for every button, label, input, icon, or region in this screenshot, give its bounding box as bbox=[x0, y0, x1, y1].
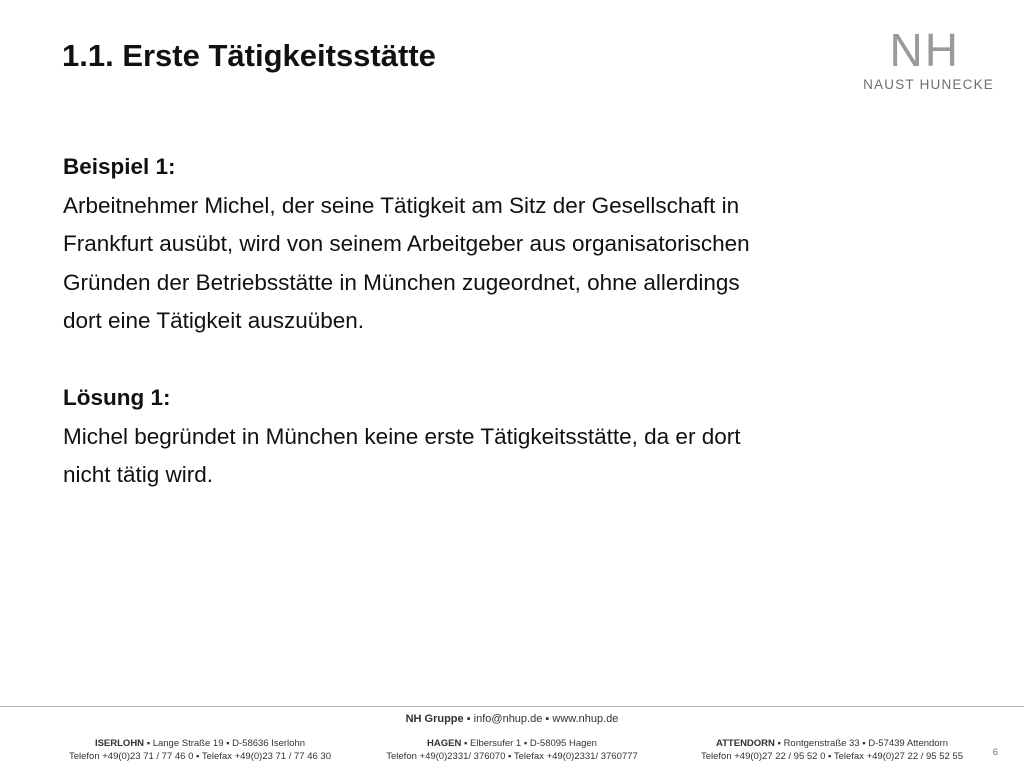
solution-line: nicht tätig wird. bbox=[63, 462, 214, 487]
footer-divider bbox=[0, 706, 1024, 707]
naust-hunecke-logo bbox=[834, 26, 994, 96]
slide-content bbox=[63, 148, 963, 495]
solution-heading: Lösung 1: bbox=[63, 385, 171, 410]
footer-separator: ▪ bbox=[545, 713, 550, 725]
footer-location-hagen bbox=[352, 738, 672, 763]
paragraph-spacer bbox=[63, 341, 963, 380]
location-street: Lange Straße 19 bbox=[152, 738, 224, 749]
page-number: 6 bbox=[992, 747, 998, 758]
logo-mark: NH bbox=[889, 24, 960, 76]
footer-separator: ▪ bbox=[508, 750, 512, 762]
footer-separator: ▪ bbox=[196, 750, 200, 762]
example-line: Frankfurt ausübt, wird von seinem Arbeitgeber aus organisatorischen bbox=[63, 231, 750, 256]
footer-location-iserlohn bbox=[40, 738, 360, 763]
location-fax: Telefax +49(0)27 22 / 95 52 55 bbox=[833, 750, 963, 762]
location-phone: Telefon +49(0)27 22 / 95 52 0 bbox=[700, 750, 826, 762]
solution-line: Michel begründet in München keine erste Tätigkeitsstätte, da er dort bbox=[63, 423, 741, 449]
footer-separator: ▪ bbox=[828, 750, 832, 762]
footer-web-link[interactable]: www.nhup.de bbox=[552, 713, 619, 725]
footer-separator: ▪ bbox=[146, 738, 151, 749]
location-zip-city: D-57439 Attendorn bbox=[868, 738, 949, 749]
footer-separator: ▪ bbox=[466, 713, 471, 725]
location-zip-city: D-58636 Iserlohn bbox=[232, 738, 306, 749]
location-phone: Telefon +49(0)2331/ 376070 bbox=[386, 750, 506, 762]
footer-separator: ▪ bbox=[777, 738, 781, 749]
location-street: Elbersufer 1 bbox=[470, 738, 522, 749]
footer-separator: ▪ bbox=[523, 738, 528, 749]
footer-group-name: NH Gruppe bbox=[405, 713, 464, 725]
example-heading: Beispiel 1: bbox=[63, 154, 176, 179]
location-street: Rontgenstraße 33 bbox=[783, 738, 860, 749]
footer-contact bbox=[0, 713, 1024, 725]
slide-title: 1.1. Erste Tätigkeitsstätte bbox=[62, 38, 436, 73]
location-fax: Telefax +49(0)23 71 / 77 46 30 bbox=[201, 750, 331, 762]
location-phone: Telefon +49(0)23 71 / 77 46 0 bbox=[68, 750, 194, 762]
example-line: dort eine Tätigkeit auszuüben. bbox=[63, 308, 365, 333]
footer-separator: ▪ bbox=[463, 738, 468, 749]
location-city: ISERLOHN bbox=[94, 738, 145, 749]
location-zip-city: D-58095 Hagen bbox=[529, 738, 597, 749]
footer-separator: ▪ bbox=[862, 738, 866, 749]
footer-separator: ▪ bbox=[226, 738, 230, 749]
location-fax: Telefax +49(0)2331/ 3760777 bbox=[513, 750, 638, 762]
footer-email-link[interactable]: info@nhup.de bbox=[473, 713, 543, 725]
location-city: HAGEN bbox=[427, 738, 462, 749]
example-line: Arbeitnehmer Michel, der seine Tätigkeit am Sitz der Gesellschaft in bbox=[63, 192, 740, 218]
logo-text: NAUST HUNECKE bbox=[863, 77, 994, 92]
location-city: ATTENDORN bbox=[715, 738, 775, 749]
footer-location-attendorn bbox=[672, 738, 992, 763]
example-line: Gründen der Betriebsstätte in München zugeordnet, ohne allerdings bbox=[63, 269, 740, 295]
